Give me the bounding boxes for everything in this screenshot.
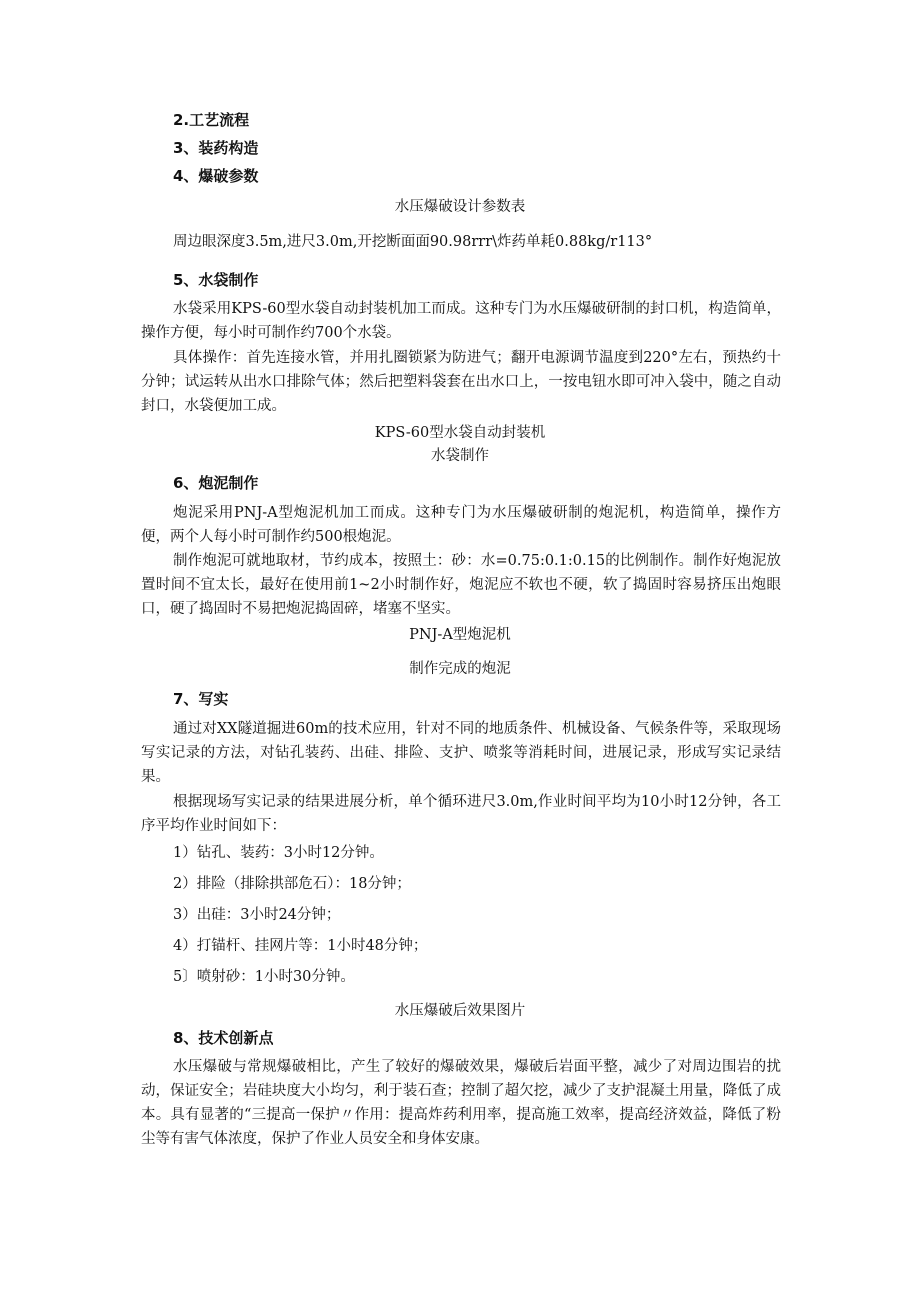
heading-stemming: 6、炮泥制作 — [173, 474, 259, 492]
paragraph-record-2: 根据现场写实记录的结果进展分析，单个循环进尺3.0m,作业时间平均为10小时12分钟，各工序平均作业时间如下： — [141, 794, 781, 834]
step-3: 3）出硅：3小时24分钟； — [173, 907, 341, 923]
paragraph-stemming-2: 制作炮泥可就地取材，节约成本，按照土：砂：水=0.75:0.1:0.15的比例制作。制作好炮泥放置时间不宜太长，最好在使用前1~2小时制作好，炮泥应不软也不硬，软了捣固时容易挤压出炮眼口，硬了捣固时不易把炮泥捣固碎，堵塞不坚实。 — [141, 553, 781, 617]
paragraph-record-1: 通过对XX隧道掘进60m的技术应用，针对不同的地质条件、机械设备、气候条件等，采取现场写实记录的方法，对钻孔装药、出硅、排险、支护、喷浆等消耗时间，进展记录，形成写实记录结果。 — [141, 721, 781, 785]
paragraph-water-bag-2: 具体操作：首先连接水管，并用扎圈锁紧为防进气；翻开电源调节温度到220°左右，预热约十分钟；试运转从出水口排除气体；然后把塑料袋套在出水口上，一按电钮水即可冲入袋中，随之自动封口，水袋便加工成。 — [141, 350, 781, 414]
heading-innovation: 8、技术创新点 — [173, 1029, 274, 1047]
heading-process-flow: 2.工艺流程 — [173, 111, 250, 129]
heading-blast-params: 4、爆破参数 — [173, 167, 259, 185]
params-line: 周边眼深度3.5m,进尺3.0m,开挖断面面90.98rrr\炸药单耗0.88kg∕r113° — [173, 234, 653, 250]
step-2: 2）排险（排除拱部危石）：18分钟； — [173, 876, 411, 892]
paragraph-water-bag-1: 水袋采用KPS-60型水袋自动封装机加工而成。这种专门为水压爆破研制的封口机，构造简单，操作方便，每小时可制作约700个水袋。 — [141, 301, 781, 341]
heading-water-bag: 5、水袋制作 — [173, 271, 259, 289]
step-5: 5〕喷射砂：1小时30分钟。 — [173, 969, 355, 985]
paragraph-innovation: 水压爆破与常规爆破相比，产生了较好的爆破效果，爆破后岩面平整，减少了对周边围岩的扰动，保证安全；岩硅块度大小均匀，利于装石查；控制了超欠挖，减少了支护混凝土用量，降低了成本。具有显著的“三提高一保护〃作用：提高炸药利用率，提高施工效率，提高经济效益，降低了粉尘等有害气体浓度，保护了作业人员安全和身体安康。 — [141, 1059, 781, 1147]
caption-stemming-machine: PNJ-A型炮泥机 — [409, 627, 511, 643]
caption-bag-making: 水袋制作 — [431, 448, 489, 464]
step-4: 4）打锚杆、挂网片等：1小时48分钟； — [173, 938, 428, 954]
caption-bag-machine: KPS-60型水袋自动封装机 — [374, 425, 546, 441]
paragraph-stemming-1: 炮泥采用PNJ-A型炮泥机加工而成。这种专门为水压爆破研制的炮泥机，构造简单，操作方便，两个人每小时可制作约500根炮泥。 — [141, 505, 781, 545]
heading-record: 7、写实 — [173, 690, 229, 708]
caption-blast-effect: 水压爆破后效果图片 — [394, 1003, 526, 1019]
heading-charge-structure: 3、装药构造 — [173, 139, 259, 157]
step-1: 1）钻孔、装药：3小时12分钟。 — [173, 845, 384, 861]
caption-finished-stemming: 制作完成的炮泥 — [409, 661, 511, 677]
caption-params-table: 水压爆破设计参数表 — [394, 199, 526, 215]
